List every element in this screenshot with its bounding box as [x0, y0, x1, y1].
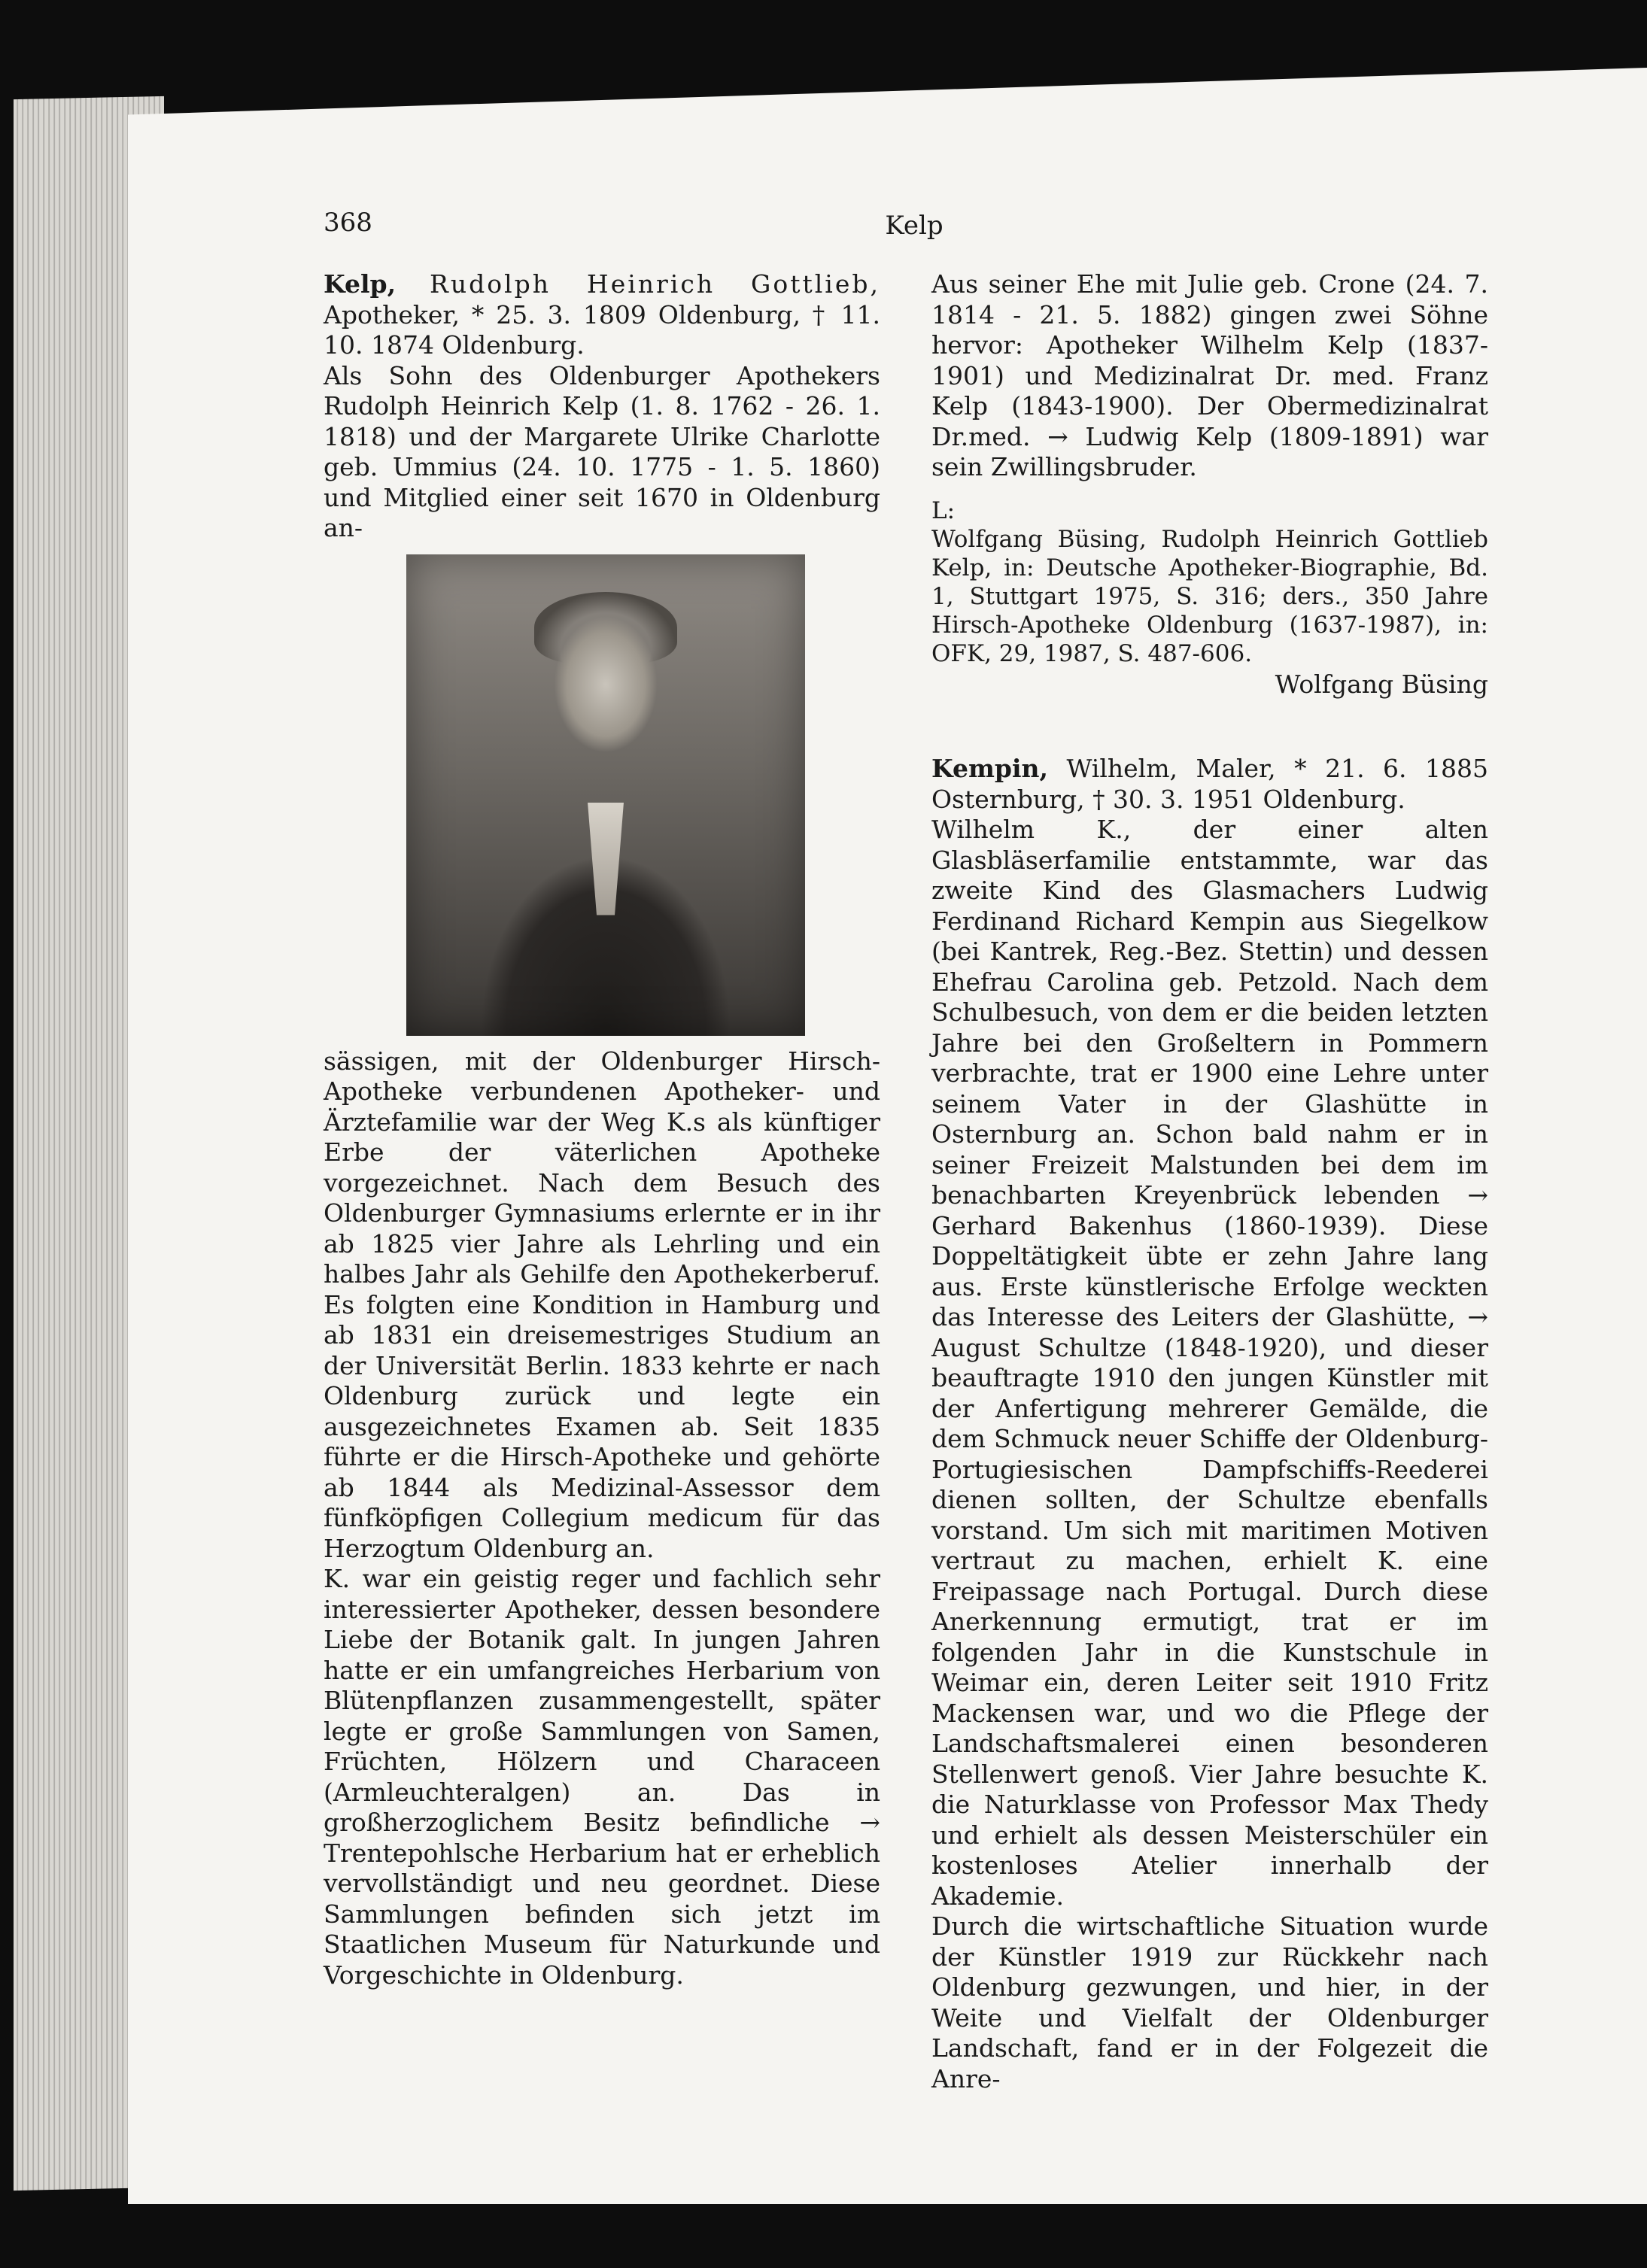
kelp-paragraph-3: Aus seiner Ehe mit Julie geb. Crone (24. 7. 1814 - 21. 5. 1882) gingen zwei Söhne hervor: Apotheker Wilhelm Kelp (1837-1901) und Medizinalrat Dr. med. Franz Kelp (1843-1900). Der Obermedizinalrat Dr.med. → Ludwig Kelp (1809-1891) war sein Zwillingsbruder. — [931, 269, 1488, 481]
portrait-hair — [534, 592, 677, 663]
kelp-paragraph-1: Als Sohn des Oldenburger Apothekers Rudolph Heinrich Kelp (1. 8. 1762 - 26. 1. 1818) und der Margarete Ulrike Charlotte geb. Ummius (24. 10. 1775 - 1. 5. 1860) und Mitglied einer seit 1670 in Oldenburg an- — [324, 360, 880, 542]
kempin-entry-heading — [931, 754, 1488, 815]
page-number: 368 — [324, 208, 372, 238]
kempin-paragraph-2: Durch die wirtschaftliche Situation wurde der Künstler 1919 zur Rückkehr nach Oldenburg gezwungen, und hier, in der Weite und Vielfalt der Oldenburger Landschaft, fand er in der Folgezeit die Anre- — [931, 1911, 1488, 2093]
entry-separator — [931, 700, 1488, 754]
page-header — [324, 208, 1505, 253]
portrait-photo — [406, 554, 805, 1036]
kelp-entry-heading — [324, 269, 880, 361]
kelp-forenames: Rudolph Heinrich Gottlieb, — [429, 269, 881, 299]
kelp-literature-label: L: — [931, 496, 956, 524]
left-column — [324, 269, 880, 1990]
running-head: Kelp — [885, 211, 944, 241]
kelp-paragraph-1-continued: sässigen, mit der Oldenburger Hirsch-Apotheke verbundenen Apotheker- und Ärztefamilie war der Weg K.s als künftiger Erbe der väterlichen Apotheke vorgezeichnet. Nach dem Besuch des Oldenburger Gymnasiums erlernte er in ihr ab 1825 vier Jahre als Lehrling und ein halbes Jahr als Gehilfe den Apothekerberuf. Es folgten eine Kondition in Hamburg und ab 1831 ein dreisemestriges Studium an der Universität Berlin. 1833 kehrte er nach Oldenburg zurück und legte ein ausgezeichnetes Examen ab. Seit 1835 führte er die Hirsch-Apotheke und gehörte ab 1844 als Medizinal-Assessor dem fünfköpfigen Collegium medicum für das Herzogtum Oldenburg an. — [324, 1046, 880, 1563]
kelp-intro: Apotheker, * 25. 3. 1809 Oldenburg, † 11. 10. 1874 Oldenburg. — [324, 299, 880, 360]
kempin-paragraph-1: Wilhelm K., der einer alten Glasbläserfamilie entstammte, war das zweite Kind des Glasmachers Ludwig Ferdinand Richard Kempin aus Siegelkow (bei Kantrek, Reg.-Bez. Stettin) und dessen Ehefrau Carolina geb. Petzold. Nach dem Schulbesuch, von dem er die beiden letzten Jahre bei den Großeltern in Pommern verbrachte, trat er 1900 eine Lehre unter seinem Vater in der Glashütte in Osternburg an. Schon bald nahm er in seiner Freizeit Malstunden bei dem im benachbarten Kreyenbrück lebenden → Gerhard Bakenhus (1860-1939). Diese Doppeltätigkeit übte er zehn Jahre lang aus. Erste künstlerische Erfolge weckten das Interesse des Leiters der Glashütte, → August Schultze (1848-1920), und dieser beauftragte 1910 den jungen Künstler mit der Anfertigung mehrerer Gemälde, die dem Schmuck neuer Schiffe der Oldenburg-Portugiesischen Dampfschiffs-Reederei dienen sollten, der Schultze ebenfalls vorstand. Um sich mit maritimen Motiven vertraut zu machen, erhielt K. eine Freipassage nach Portugal. Durch diese Anerkennung ermutigt, trat er im folgenden Jahr in die Kunstschule in Weimar ein, deren Leiter seit 1910 Fritz Mackensen war, und wo die Pflege der Landschaftsmalerei einen besonderen Stellenwert genoß. Vier Jahre besuchte K. die Naturklasse von Professor Max Thedy und erhielt als dessen Meisterschüler ein kostenloses Atelier innerhalb der Akademie. — [931, 815, 1488, 1911]
kelp-paragraph-2: K. war ein geistig reger und fachlich sehr interessierter Apotheker, dessen besondere Liebe der Botanik galt. In jungen Jahren hatte er ein umfangreiches Herbarium von Blütenpflanzen zusammengestellt, später legte er große Sammlungen von Samen, Früchten, Hölzern und Characeen (Armleuchteralgen) an. Das in großherzoglichem Besitz befindliche → Trentepohlsche Herbarium hat er erheblich vervollständigt und neu geordnet. Diese Sammlungen befinden sich jetzt im Staatlichen Museum für Naturkunde und Vorgeschichte in Oldenburg. — [324, 1564, 880, 1990]
right-column — [931, 269, 1488, 2094]
portrait-collar — [583, 803, 628, 915]
kelp-literature: Wolfgang Büsing, Rudolph Heinrich Gottlieb Kelp, in: Deutsche Apotheker-Biographie, Bd. 1, Stuttgart 1975, S. 316; ders., 350 Jahre Hirsch-Apotheke Oldenburg (1637-1987), in: OFK, 29, 1987, S. 487-606. — [931, 525, 1488, 667]
kempin-intro: Wilhelm, Maler, * 21. 6. 1885 Osternburg, † 30. 3. 1951 Oldenburg. — [931, 754, 1488, 814]
kelp-author: Wolfgang Büsing — [1275, 669, 1488, 699]
kempin-entry-name: Kempin, — [931, 754, 1048, 783]
kelp-entry-name: Kelp, — [324, 269, 397, 299]
